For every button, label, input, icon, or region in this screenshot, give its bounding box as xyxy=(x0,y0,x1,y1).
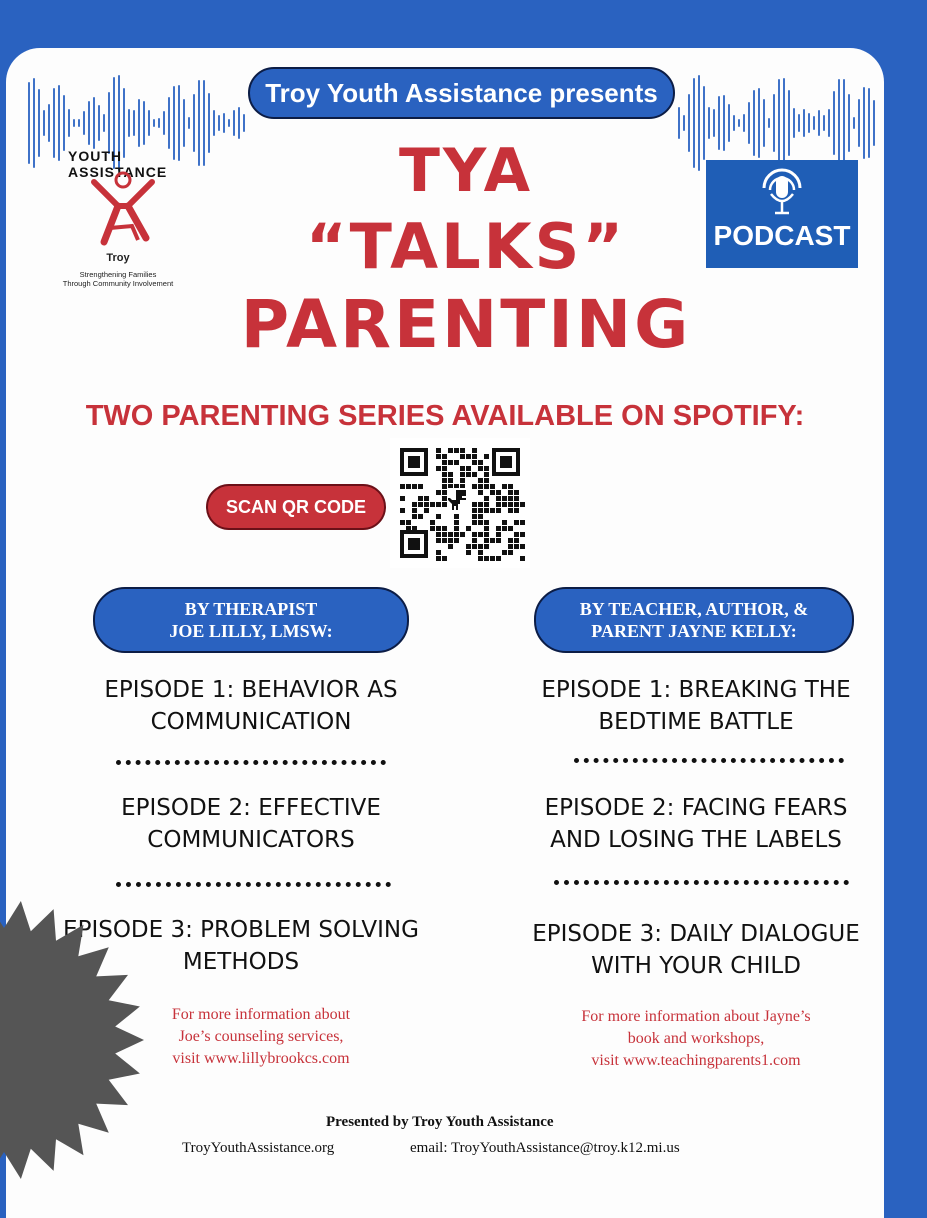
wave-bar xyxy=(803,109,805,138)
wave-bar xyxy=(243,114,245,132)
right-series-host xyxy=(534,587,854,653)
wave-bar xyxy=(828,109,830,137)
right-episode-1-line2: BEDTIME BATTLE xyxy=(598,709,794,735)
tya-logo xyxy=(58,148,178,298)
right-episode-1-line1: EPISODE 1: BREAKING THE xyxy=(541,677,851,703)
wave-bar xyxy=(188,117,190,130)
left-episode-2 xyxy=(66,792,436,856)
wave-bar xyxy=(713,109,715,137)
wave-bar xyxy=(808,113,810,133)
wave-bar xyxy=(228,119,230,127)
title-line1: TYA xyxy=(398,136,534,206)
right-divider-2 xyxy=(554,880,849,885)
left-info-line2: Joe’s counseling services, xyxy=(178,1028,344,1045)
wave-bar xyxy=(53,88,55,158)
podcast-badge xyxy=(706,160,858,268)
wave-bar xyxy=(238,107,240,140)
left-episode-3-line1: EPISODE 3: PROBLEM SOLVING xyxy=(63,917,419,943)
right-info xyxy=(526,1006,866,1072)
right-divider-1 xyxy=(574,758,844,763)
wave-bar xyxy=(98,105,100,140)
wave-bar xyxy=(833,91,835,155)
left-episode-2-line2: COMMUNICATORS xyxy=(147,827,355,853)
wave-bar xyxy=(178,85,180,161)
left-host-line1: BY THERAPIST xyxy=(184,599,318,619)
qr-code-icon xyxy=(390,438,530,568)
series-heading: TWO PARENTING SERIES AVAILABLE ON SPOTIFY: xyxy=(85,400,805,432)
wave-bar xyxy=(758,88,760,158)
spotify-qr-code[interactable] xyxy=(390,438,530,568)
logo-tagline xyxy=(58,270,178,288)
right-episode-2-line1: EPISODE 2: FACING FEARS xyxy=(544,795,848,821)
logo-arc-text: YOUTH ASSISTANCE xyxy=(68,148,168,180)
left-episode-2-line1: EPISODE 2: EFFECTIVE xyxy=(121,795,381,821)
title-line2: “TALKS” xyxy=(305,210,627,283)
wave-bar xyxy=(838,79,840,168)
footer-email[interactable]: email: TroyYouthAssistance@troy.k12.mi.us xyxy=(410,1140,680,1156)
right-info-link[interactable]: visit www.teachingparents1.com xyxy=(591,1052,801,1069)
wave-bar xyxy=(223,113,225,134)
wave-bar xyxy=(73,119,75,128)
right-host-line1: BY TEACHER, AUTHOR, & xyxy=(579,599,809,619)
wave-bar xyxy=(768,118,770,129)
wave-bar xyxy=(38,89,40,157)
wave-bar xyxy=(83,111,85,134)
wave-bar xyxy=(708,107,710,138)
right-host-line2: PARENT JAYNE KELLY: xyxy=(591,621,797,641)
wave-bar xyxy=(33,78,35,168)
wave-bar xyxy=(823,115,825,131)
wave-bar xyxy=(63,95,65,152)
wave-bar xyxy=(48,104,50,142)
wave-bar xyxy=(778,79,780,167)
wave-bar xyxy=(793,108,795,138)
wave-bar xyxy=(163,111,165,135)
wave-bar xyxy=(138,99,140,146)
left-host-line2: JOE LILLY, LMSW: xyxy=(169,621,333,641)
wave-bar xyxy=(218,115,220,131)
podcast-label: PODCAST xyxy=(713,220,851,251)
wave-bar xyxy=(88,101,90,145)
right-info-line2: book and workshops, xyxy=(627,1030,765,1047)
wave-bar xyxy=(843,79,845,167)
wave-bar xyxy=(678,107,680,139)
wave-bar xyxy=(763,99,765,147)
left-episode-1 xyxy=(66,674,436,738)
wave-bar xyxy=(858,99,860,147)
wave-bar xyxy=(848,94,850,152)
wave-bar xyxy=(788,90,790,157)
wave-bar xyxy=(153,119,155,127)
left-episode-1-line1: EPISODE 1: BEHAVIOR AS xyxy=(104,677,398,703)
wave-bar xyxy=(168,97,170,149)
scan-qr-button[interactable]: SCAN QR CODE xyxy=(206,484,386,530)
wave-bar xyxy=(868,88,870,158)
wave-bar xyxy=(813,116,815,130)
wave-bar xyxy=(233,110,235,136)
footer-website[interactable]: TroyYouthAssistance.org xyxy=(182,1140,335,1156)
footer-presented-by: Presented by Troy Youth Assistance xyxy=(326,1114,554,1130)
wave-bar xyxy=(783,78,785,169)
right-info-line1: For more information about Jayne’s xyxy=(581,1008,811,1025)
wave-bar xyxy=(213,110,215,136)
wave-bar xyxy=(28,82,30,164)
wave-bar xyxy=(158,118,160,128)
wave-bar xyxy=(143,101,145,145)
title-line3: PARENTING xyxy=(240,286,692,363)
right-episode-1 xyxy=(506,674,884,738)
left-series-host xyxy=(93,587,409,653)
wave-bar xyxy=(818,110,820,135)
starburst-badge-icon xyxy=(0,890,144,1190)
microphone-icon xyxy=(758,166,806,218)
wave-bar xyxy=(78,119,80,128)
wave-bar xyxy=(93,97,95,148)
right-episode-3-line1: EPISODE 3: DAILY DIALOGUE xyxy=(532,921,860,947)
wave-bar xyxy=(863,87,865,160)
wave-bar xyxy=(683,115,685,131)
logo-figure-icon xyxy=(88,168,158,248)
wave-bar xyxy=(853,117,855,129)
wave-bar xyxy=(753,90,755,156)
logo-town: Troy xyxy=(106,252,130,264)
right-episode-3 xyxy=(506,918,884,982)
left-divider-1 xyxy=(116,760,386,765)
wave-bar xyxy=(733,115,735,131)
wave-bar xyxy=(873,100,875,147)
right-episode-3-line2: WITH YOUR CHILD xyxy=(591,953,801,979)
wave-bar xyxy=(108,92,110,153)
wave-bar xyxy=(43,110,45,135)
presents-banner: Troy Youth Assistance presents xyxy=(248,67,675,119)
left-info-link[interactable]: visit www.lillybrookcs.com xyxy=(172,1050,350,1067)
left-episode-3-line2: METHODS xyxy=(182,949,300,975)
wave-bar xyxy=(103,114,105,132)
wave-bar xyxy=(738,119,740,128)
left-episode-1-line2: COMMUNICATION xyxy=(150,709,352,735)
wave-bar xyxy=(743,114,745,132)
wave-bar xyxy=(148,110,150,136)
wave-bar xyxy=(133,110,135,137)
wave-bar xyxy=(773,94,775,152)
right-episode-2 xyxy=(506,792,884,856)
wave-bar xyxy=(183,99,185,148)
wave-bar xyxy=(128,109,130,138)
left-info xyxy=(126,1004,396,1070)
wave-bar xyxy=(68,109,70,138)
logo-tagline-line1: Strengthening Families xyxy=(79,270,157,279)
logo-tagline-line2: Through Community Involvement xyxy=(62,279,174,288)
left-divider-2 xyxy=(116,882,391,887)
right-episode-2-line2: AND LOSING THE LABELS xyxy=(550,827,842,853)
wave-bar xyxy=(748,102,750,145)
left-info-line1: For more information about xyxy=(171,1006,351,1023)
wave-bar xyxy=(798,114,800,131)
